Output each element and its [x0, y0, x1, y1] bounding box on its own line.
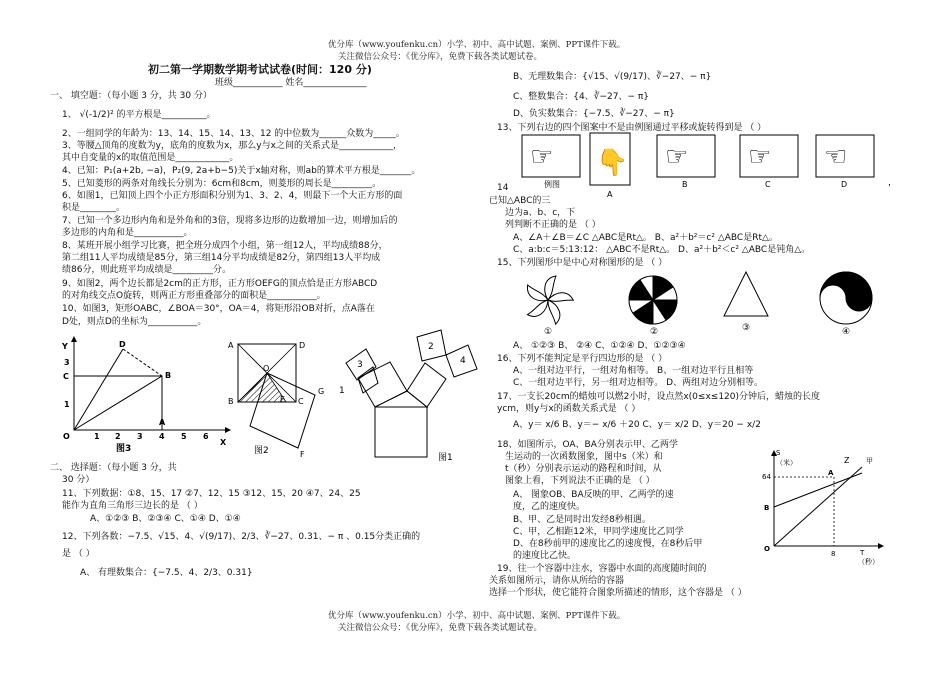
- question-18-cont-3: 图象上看，下列说法不正确的是 （ ）: [505, 476, 655, 486]
- question-12-option-a: A、 有理数集合：{−7.5、4、2/3、0.31}: [80, 568, 253, 578]
- footer-line-1: 优分库（www.youfenku.cn）小学、初中、高中试题、案例、PPT课件下载。: [328, 611, 626, 621]
- question-12-cont: 是 （ ）: [62, 549, 95, 559]
- header-line-2: 关注微信公众号：《优分库》，免费下载各类试题试卷。: [338, 52, 543, 62]
- fig1-square-label-4: 4: [460, 356, 466, 366]
- page-title: 初二第一学期数学期考试试卷(时间：120 分): [148, 63, 372, 76]
- question-11-options: A、①②③ B、②③④ C、①④ D、①④: [90, 514, 241, 524]
- q13-choice-a: A: [607, 190, 613, 199]
- question-7: 7、已知一个多边形内角和是外角和的3倍，现将多边形的边数增加一边，则增加后的: [62, 216, 398, 226]
- question-14-line-3: 列判断不正确的是 （ ）: [505, 220, 601, 230]
- question-17: 17、一支长20cm的蜡烛可以燃2小时，设点然x(0≤x≤120)分钟后，蜡烛的长度: [497, 392, 821, 402]
- question-12-option-c: C、整数集合：{4、∛−27、− π}: [513, 92, 650, 102]
- section-2-heading: 二、 选择题：（每小题 3 分，共: [50, 463, 177, 473]
- question-2: 2、一组同学的年龄为：13、14、15、14、13、12 的中位数为______众数为_____。: [62, 129, 405, 139]
- fig3-x-tick-1: 1: [94, 432, 100, 441]
- question-16-options-ab: A、一组对边平行，一组对角相等。 B、一组对边平行且相等: [513, 366, 754, 376]
- fig3-x-tick-3: 3: [137, 432, 143, 441]
- question-18-option-c: C、甲，乙相距12米，甲同学速度比乙同学: [513, 527, 684, 537]
- footer-line-2: 关注微信公众号：《优分库》，免费下载各类试题试卷。: [338, 623, 543, 633]
- question-10-cont: D处，则点D的坐标为___________。: [62, 317, 207, 327]
- q13-figures: [520, 133, 900, 203]
- q15-label-1: ①: [544, 327, 553, 337]
- question-14-line-1: 已知△ABC的三: [489, 196, 551, 206]
- question-16: 16、下列不能判定是平行四边形的是 （ ）: [497, 354, 668, 364]
- q15-label-2: ②: [650, 327, 659, 337]
- figure-2-squares: [228, 340, 328, 460]
- q15-label-4: ④: [842, 327, 851, 337]
- question-15: 15、下列图形中是中心对称图形的是 （ ）: [497, 258, 668, 268]
- q18-o-label: O: [764, 545, 770, 553]
- fig3-a-label: A: [159, 418, 166, 427]
- question-8-cont-2: 绩86分，则此班平均成绩是_________分。: [62, 265, 231, 275]
- question-13: 13、下列右边的四个图案中不是由例图通过平移或旋转得到是 （ ）: [497, 123, 767, 133]
- fig3-y-tick-1: 1: [64, 400, 70, 409]
- question-3: 3、等腰△顶角的度数为y，底角的度数为x，那么y与x之间的关系式是____________，: [62, 141, 402, 151]
- question-18-option-b: B、甲、乙是同时出发经8秒相遇。: [513, 515, 651, 525]
- q15-label-3: ③: [742, 323, 751, 333]
- question-18: 18、如图所示，OA、BA分别表示甲、乙两学: [497, 440, 678, 450]
- fig1-square-label-1: 1: [339, 386, 345, 396]
- question-12: 12、下列各数：−7.5、√15、4、√(9/17)、2/3、∛−27、0.31、− π 、0.15分类正确的: [62, 532, 421, 542]
- question-18-cont-2: t（秒）分别表示运动的路程和时间，从: [505, 464, 662, 474]
- q13-choice-c: C: [765, 180, 771, 189]
- question-6: 6、如图1，已知顶上四个小正方形面积分别为1、3、2、4，则最下一个大正方形的面: [62, 191, 403, 201]
- question-4: 4、已知：P₁(a+2b, −a)，P₂(9, 2a+b−5)关于x轴对称，则ab的算术平方根是_______。: [62, 166, 421, 176]
- q18-x-8: 8: [831, 550, 836, 558]
- question-8: 8、某班开展小组学习比赛，把全班分成四个小组，第一组12人，平均成绩88分，: [62, 241, 388, 251]
- q13-comma: ，: [888, 178, 898, 188]
- question-18-option-d: D、在8秒前甲的速度比乙的速度慢，在8秒后甲: [513, 539, 703, 549]
- question-9: 9、如图2，两个边长都是2cm的正方形，正方形OEFG的顶点恰是正方形ABCD: [62, 279, 378, 289]
- question-11-cont: 能作为直角三角形三边长的是 （ ）: [62, 501, 203, 511]
- question-16-options-cd: C、一组对边平行，另一组对边相等。 D、两组对边分别相等。: [513, 378, 764, 388]
- example-hand-icon: ☞: [530, 142, 554, 172]
- question-19: 19、往一个容器中注水，容器中水面的高度随时间的: [497, 564, 707, 574]
- figure-1-pythagoras-squares: [330, 325, 480, 463]
- q13-example-caption: 例图: [544, 180, 560, 189]
- fig1-square-label-3: 3: [357, 360, 363, 370]
- q18-y-64: 64: [762, 473, 771, 481]
- fig2-f-label: F: [300, 450, 305, 459]
- fig2-a-label: A: [228, 341, 234, 350]
- class-name-line: 班级___________ 姓名______________: [215, 78, 367, 88]
- fig2-o-label: O: [263, 364, 270, 373]
- question-14-number: 14: [497, 183, 509, 193]
- fig2-b-label: B: [228, 397, 234, 406]
- question-18-option-d-cont: 的速度比乙快。: [513, 551, 577, 561]
- fig3-d-label: D: [119, 340, 126, 349]
- fig2-g-label: G: [318, 387, 325, 396]
- fig1-square-label-2: 2: [428, 342, 434, 352]
- figure-3-graph: [60, 335, 235, 454]
- fig3-x-label: X: [220, 438, 227, 447]
- q18-s-label: S: [776, 449, 781, 457]
- section-1-heading: 一、 填空题：（每小题 3 分，共 30 分）: [50, 91, 212, 101]
- question-15-options: A、 ①②③ B、 ②④ C、①②④ D、①②③④: [513, 341, 686, 351]
- section-2-heading-cont: 30 分）: [62, 475, 95, 485]
- q18-t-unit: （秒）: [858, 558, 879, 566]
- question-9-cont: 的对角线交点O旋转，则两正方形重叠部分的面积是___________。: [62, 291, 326, 301]
- question-10: 10、如图3，矩形OABC，∠BOA＝30°，OA＝4，将矩形沿OB对折，点A落在: [62, 304, 375, 314]
- question-12-option-d: D、负实数集合：{−7.5、∛−27、− π}: [513, 109, 675, 119]
- fig3-b-label: B: [165, 371, 172, 380]
- header-line-1: 优分库（www.youfenku.cn）小学、初中、高中试题、案例、PPT课件下载。: [328, 40, 626, 50]
- question-17-options: A、y＝ x/6 B、y＝− x/6 ＋20 C、y＝ x/2 D、y＝20 − x/2: [513, 420, 761, 430]
- question-18-option-a-cont: 度，乙的速度快。: [513, 502, 586, 512]
- fig2-e-label: E: [280, 395, 286, 404]
- fig3-origin-label: O: [63, 432, 70, 441]
- fig1-caption: 图1: [438, 453, 453, 463]
- q18-yi-label: Z: [844, 456, 850, 465]
- question-3-cont: 其中自变量的x的取值范围是____________。: [62, 153, 239, 163]
- fig2-d-label: D: [299, 341, 306, 350]
- q13-choice-d: D: [841, 180, 848, 189]
- q18-motion-graph: [762, 447, 887, 567]
- question-18-option-a: A、 图象OB、BA反映的甲、乙两学的速: [513, 490, 674, 500]
- fig2-c-label: C: [298, 397, 304, 406]
- question-6-cont: 积是________。: [62, 203, 126, 213]
- question-8-cont-1: 第二组11人平均成绩是85分，第三组14分平均成绩是82分，第四组13人平均成: [62, 253, 381, 263]
- q18-s-unit: （米）: [776, 459, 797, 467]
- fig3-x-tick-2: 2: [115, 432, 121, 441]
- choice-a-hand-icon: 👇: [596, 148, 629, 178]
- question-14-options-ab: A、∠A＋∠B＝∠C △ABC是Rt△。 B、a²＋b²＝c² △ABC是Rt△。: [513, 233, 778, 243]
- q18-a-label: A: [828, 469, 834, 477]
- fig3-y-tick-3: 3: [64, 358, 70, 367]
- question-17-cont: ycm，则y与x的函数关系式是 （ ）: [497, 404, 641, 414]
- question-1: 1、 √(-1/2)² 的平方根是__________。: [62, 110, 216, 120]
- choice-b-hand-icon: ☞: [665, 142, 689, 172]
- question-18-cont-1: 生运动的一次函数图象，图中s（米）和: [505, 452, 663, 462]
- q18-jia-label: 甲: [866, 457, 873, 465]
- fig3-x-tick-6: 6: [203, 432, 209, 441]
- q13-choice-b: B: [682, 180, 688, 189]
- question-5: 5、已知菱形的两条对角线长分别为：6cm和8cm，则菱形的周长是_________。: [62, 179, 382, 189]
- question-14-options-cd: C、a:b:c＝5:13:12： △ABC不是Rt△。 D、a²＋b²＜c² △ABC是钝角△。: [513, 245, 811, 255]
- question-19-cont-1: 关系如图所示，请你从所给的容器: [489, 576, 625, 586]
- fig2-caption: 图2: [254, 446, 269, 456]
- question-14-line-2: 边为a、b、c，下: [505, 208, 576, 218]
- choice-c-hand-icon: ☞: [748, 142, 772, 172]
- q18-t-label: T: [860, 549, 865, 557]
- fig3-caption: 图3: [116, 444, 132, 454]
- fig3-x-tick-4: 4: [159, 432, 165, 441]
- q18-b-label: B: [764, 504, 770, 512]
- choice-d-hand-icon: ☜: [824, 142, 848, 172]
- fig3-c-label: C: [63, 372, 69, 381]
- question-11: 11、下列数据：①8、15、17 ②7、12、15 ③12、15、20 ④7、24、25: [62, 489, 361, 499]
- question-12-option-b: B、无理数集合：{√15、√(9/17)、∛−27、− π}: [513, 72, 712, 82]
- question-19-cont-2: 选择一个形状，使它能符合图象所描述的情形，这个容器是 （ ）: [489, 588, 747, 598]
- question-7-cont: 多边形的内角和是___________。: [62, 228, 193, 238]
- q15-figures: [518, 268, 898, 338]
- fig3-x-tick-5: 5: [181, 432, 187, 441]
- fig3-y-label: Y: [62, 342, 68, 351]
